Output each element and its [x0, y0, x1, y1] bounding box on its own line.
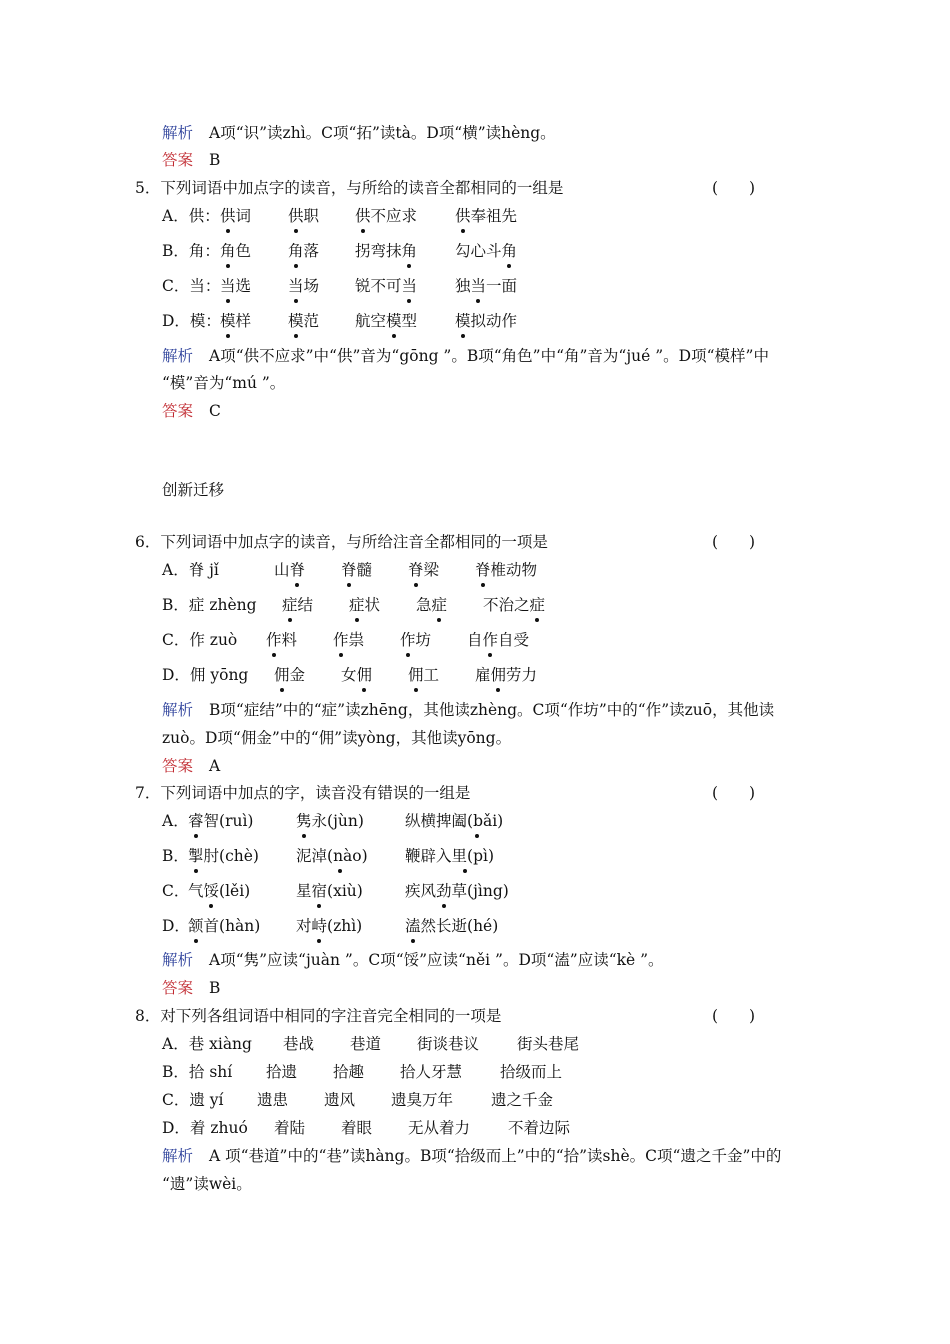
answer-value: A: [209, 757, 221, 775]
option-word: 供词: [220, 207, 252, 225]
option-word: 拾遗: [266, 1063, 298, 1081]
option-word: 溘然长逝(hé): [405, 917, 499, 935]
analysis-label: 解析: [162, 347, 194, 365]
option-word: 女佣: [341, 666, 373, 684]
q8-analysis-cont: “遗”读wèi。: [162, 1175, 252, 1193]
option-word: 山脊: [274, 561, 306, 579]
option-word: 颔首(hàn): [188, 917, 261, 935]
option-lead: C．当：: [162, 277, 221, 295]
analysis-label: 解析: [162, 951, 194, 969]
option-word: 当场: [288, 277, 320, 295]
q7-answer-blank: ( ): [712, 784, 756, 802]
analysis-text: A 项“巷道”中的“巷”读hàng。B项“拾级而上”中的“拾”读shè。C项“遗之千金”中的: [209, 1147, 782, 1165]
option-word: 掣肘(chè): [188, 847, 259, 865]
option-word: 气馁(lěi): [188, 882, 251, 900]
option-word: 拾人牙慧: [400, 1063, 463, 1081]
answer-value: B: [209, 979, 221, 997]
option-word: 不着边际: [508, 1119, 571, 1137]
option-word: 着眼: [341, 1119, 373, 1137]
option-word: 作料: [266, 631, 298, 649]
option-word: 独当一面: [455, 277, 518, 295]
option-word: 模样: [220, 312, 252, 330]
option-lead: A．供：: [162, 207, 220, 225]
q6-analysis-cont: zuò。D项“佣金”中的“佣”读yòng，其他读yōng。: [162, 729, 512, 747]
option-lead: A．: [162, 812, 189, 830]
q5-answer: [162, 401, 221, 421]
option-word: 遗患: [257, 1091, 289, 1109]
option-lead: B．: [162, 847, 189, 865]
q7-stem: 7．下列词语中加点的字，读音没有错误的一组是: [135, 784, 471, 802]
option-word: 供职: [288, 207, 320, 225]
option-word: 症状: [349, 596, 381, 614]
option-word: 遗风: [324, 1091, 356, 1109]
option-lead: D．佣 yōng: [162, 666, 249, 684]
option-word: 遗臭万年: [391, 1091, 454, 1109]
q7-analysis: [162, 950, 664, 970]
option-lead: C．作 zuò: [162, 631, 238, 649]
option-word: 作坊: [400, 631, 432, 649]
option-word: 巷战: [283, 1035, 315, 1053]
option-word: 作祟: [333, 631, 365, 649]
option-word: 雇佣劳力: [475, 666, 538, 684]
option-word: 模范: [288, 312, 320, 330]
q6-answer: [162, 756, 220, 776]
answer-label: 答案: [162, 151, 194, 169]
option-word: 鞭辟入里(pì): [405, 847, 494, 865]
q5-analysis-cont: “模”音为“mú ”。: [162, 374, 286, 392]
option-lead: C．: [162, 882, 190, 900]
option-lead: B．角：: [162, 242, 220, 260]
option-word: 泥淖(nào): [296, 847, 368, 865]
option-word: 急症: [416, 596, 448, 614]
analysis-text: B项“症结”中的“症”读zhēng，其他读zhèng。C项“作坊”中的“作”读zuō，其他读: [209, 701, 775, 719]
option-word: 脊椎动物: [475, 561, 538, 579]
option-word: 星宿(xiù): [296, 882, 363, 900]
option-word: 角色: [220, 242, 252, 260]
option-word: 着陆: [274, 1119, 306, 1137]
option-word: 自作自受: [467, 631, 530, 649]
option-word: 遗之千金: [491, 1091, 554, 1109]
answer-value: B: [209, 151, 221, 169]
section-title: 创新迁移: [162, 481, 225, 499]
option-lead: C．遗 yí: [162, 1091, 224, 1109]
analysis-label: 解析: [162, 1147, 194, 1165]
option-word: 不治之症: [483, 596, 546, 614]
option-lead: D．着 zhuó: [162, 1119, 248, 1137]
q5-analysis: [162, 346, 769, 366]
option-word: 街谈巷议: [417, 1035, 480, 1053]
option-word: 供奉祖先: [455, 207, 518, 225]
q6-answer-blank: ( ): [712, 533, 756, 551]
q6-analysis: [162, 700, 774, 720]
option-word: 疾风劲草(jìng): [405, 882, 509, 900]
option-word: 佣金: [274, 666, 306, 684]
option-word: 佣工: [408, 666, 440, 684]
q8-analysis: [162, 1146, 781, 1166]
option-word: 隽永(jùn): [296, 812, 364, 830]
option-lead: B．症 zhèng: [162, 596, 257, 614]
q4-analysis: [162, 123, 556, 143]
option-word: 锐不可当: [355, 277, 418, 295]
option-word: 对峙(zhì): [296, 917, 363, 935]
option-word: 拾级而上: [500, 1063, 563, 1081]
option-word: 角落: [288, 242, 320, 260]
q5-stem: 5．下列词语中加点字的读音，与所给的读音全都相同的一组是: [135, 179, 564, 197]
option-word: 睿智(ruì): [188, 812, 254, 830]
option-word: 脊髓: [341, 561, 373, 579]
option-word: 勾心斗角: [455, 242, 518, 260]
q8-stem: 8．对下列各组词语中相同的字注音完全相同的一项是: [135, 1007, 502, 1025]
option-word: 街头巷尾: [517, 1035, 580, 1053]
option-lead: B．拾 shí: [162, 1063, 233, 1081]
analysis-label: 解析: [162, 124, 194, 142]
q6-stem: 6．下列词语中加点字的读音，与所给注音全都相同的一项是: [135, 533, 548, 551]
q4-answer: [162, 150, 220, 170]
option-word: 航空模型: [355, 312, 418, 330]
option-word: 当选: [220, 277, 252, 295]
option-word: 脊梁: [408, 561, 440, 579]
option-lead: A．巷 xiàng: [162, 1035, 252, 1053]
option-word: 巷道: [350, 1035, 382, 1053]
analysis-text: A项“隽”应读“juàn ”。C项“馁”应读“něi ”。D项“溘”应读“kè ”。: [209, 951, 664, 969]
option-lead: D．: [162, 917, 190, 935]
option-word: 模拟动作: [455, 312, 518, 330]
q5-answer-blank: ( ): [712, 179, 756, 197]
analysis-text: A项“供不应求”中“供”音为“gōng ”。B项“角色”中“角”音为“jué ”。D项“模样”中: [209, 347, 769, 365]
analysis-label: 解析: [162, 701, 194, 719]
option-lead: A．脊 jǐ: [162, 561, 219, 579]
option-word: 拾趣: [333, 1063, 365, 1081]
answer-label: 答案: [162, 402, 194, 420]
option-word: 症结: [282, 596, 314, 614]
analysis-text: A项“识”读zhì。C项“拓”读tà。D项“横”读hèng。: [209, 124, 556, 142]
option-word: 纵横捭阖(bǎi): [405, 812, 504, 830]
answer-label: 答案: [162, 757, 194, 775]
option-word: 供不应求: [355, 207, 418, 225]
option-word: 无从着力: [408, 1119, 471, 1137]
answer-value: C: [209, 402, 221, 420]
answer-label: 答案: [162, 979, 194, 997]
option-word: 拐弯抹角: [355, 242, 418, 260]
option-lead: D．模：: [162, 312, 221, 330]
q8-answer-blank: ( ): [712, 1007, 756, 1025]
q7-answer: [162, 978, 220, 998]
